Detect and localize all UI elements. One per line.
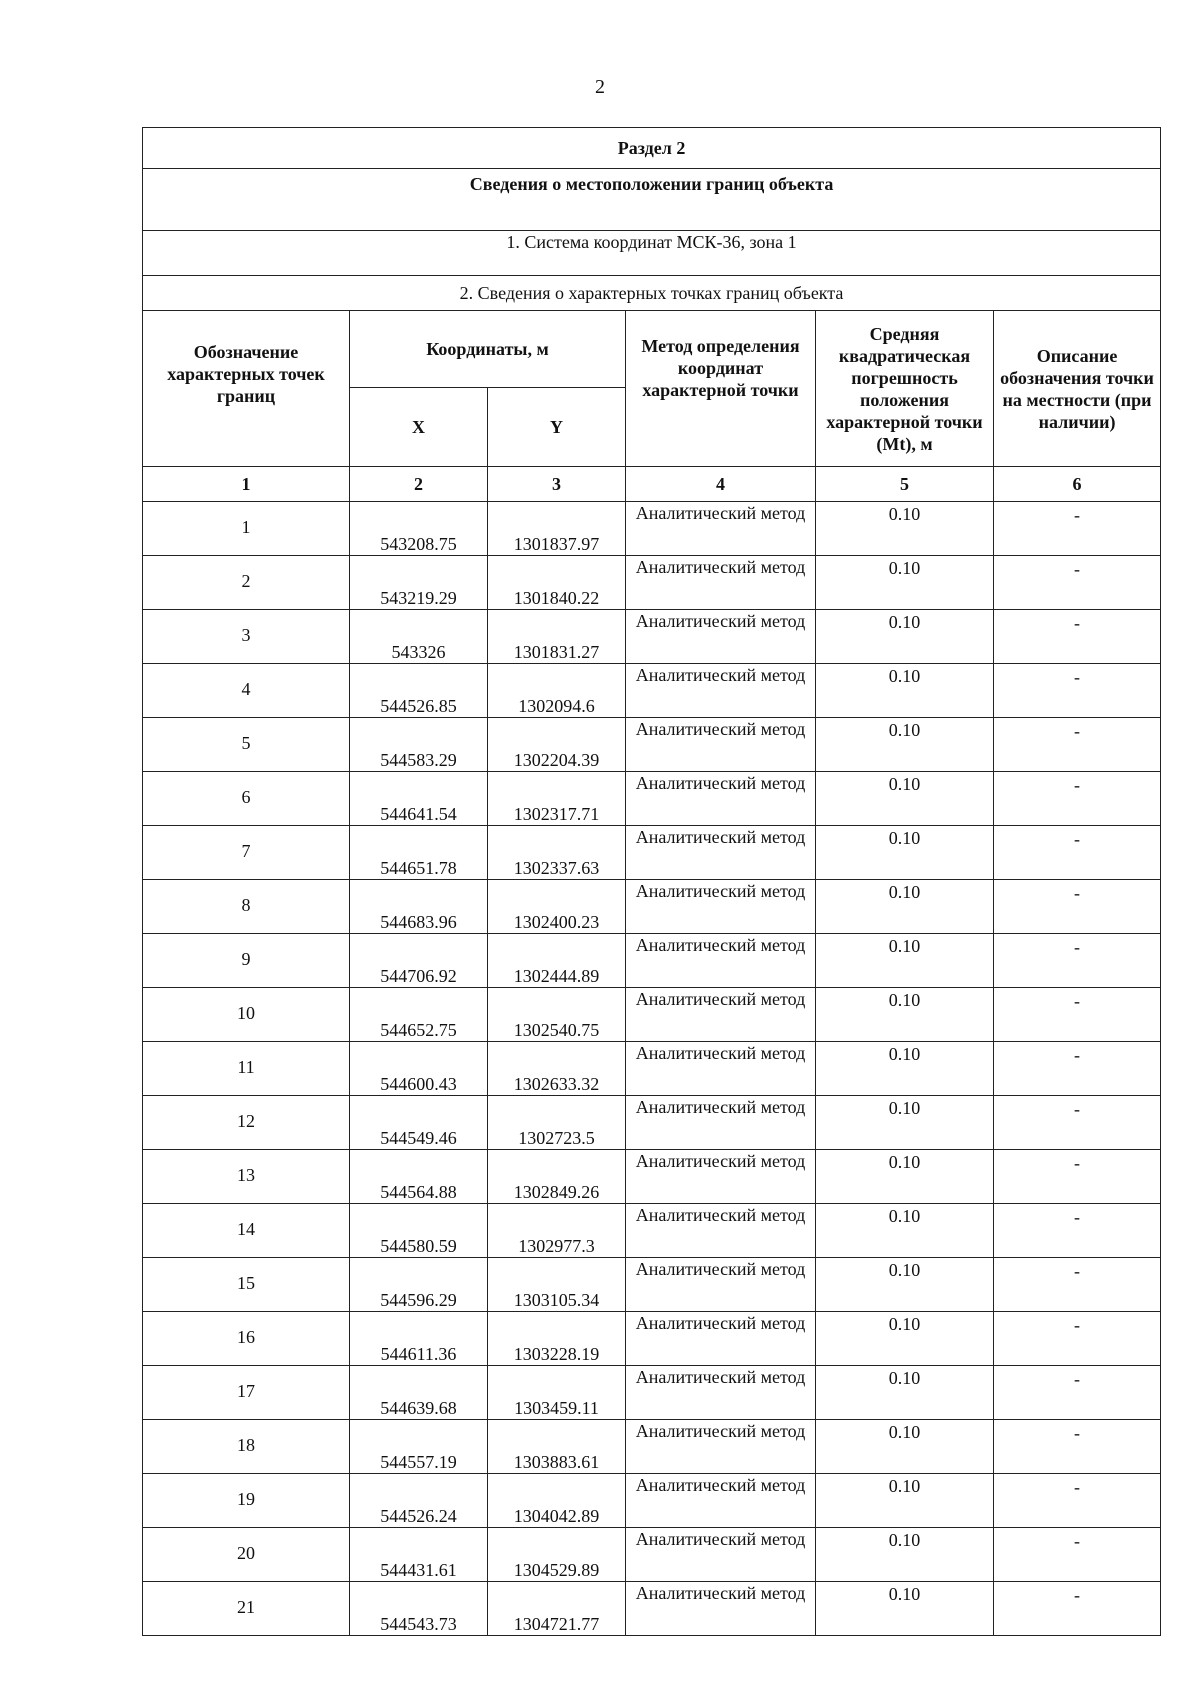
section-title: Раздел 2 (143, 128, 1161, 169)
description: - (994, 1042, 1161, 1096)
description: - (994, 1474, 1161, 1528)
mt-value: 0.10 (816, 1366, 994, 1420)
description: - (994, 1312, 1161, 1366)
coord-y: 1302977.3 (488, 1204, 626, 1258)
point-number: 5 (143, 718, 350, 772)
table-row (143, 556, 1161, 610)
mt-value: 0.10 (816, 1204, 994, 1258)
table-row (143, 718, 1161, 772)
coord-y: 1301837.97 (488, 502, 626, 556)
coord-y: 1302540.75 (488, 988, 626, 1042)
method: Аналитический метод (626, 1042, 816, 1096)
mt-value: 0.10 (816, 664, 994, 718)
coord-x: 544526.85 (350, 664, 488, 718)
column-number: 6 (994, 467, 1161, 502)
point-number: 1 (143, 502, 350, 556)
coordinate-system: 1. Система координат МСК-36, зона 1 (143, 231, 1161, 276)
description: - (994, 1258, 1161, 1312)
column-number: 2 (350, 467, 488, 502)
point-number: 16 (143, 1312, 350, 1366)
coord-x: 544596.29 (350, 1258, 488, 1312)
method: Аналитический метод (626, 718, 816, 772)
table-row (143, 1420, 1161, 1474)
header-mt: Средняя квадратическая погрешность положения характерной точки (Mt), м (816, 311, 994, 467)
coord-x: 544543.73 (350, 1582, 488, 1636)
description: - (994, 610, 1161, 664)
document-title: Сведения о местоположении границ объекта (143, 169, 1161, 231)
point-number: 18 (143, 1420, 350, 1474)
point-number: 7 (143, 826, 350, 880)
mt-value: 0.10 (816, 1528, 994, 1582)
column-number-row (143, 467, 1161, 502)
mt-value: 0.10 (816, 610, 994, 664)
coord-y: 1303228.19 (488, 1312, 626, 1366)
table-row (143, 1096, 1161, 1150)
table-row (143, 1150, 1161, 1204)
coord-y: 1302317.71 (488, 772, 626, 826)
mt-value: 0.10 (816, 1312, 994, 1366)
coord-y: 1302633.32 (488, 1042, 626, 1096)
method: Аналитический метод (626, 1582, 816, 1636)
coord-y: 1304042.89 (488, 1474, 626, 1528)
description: - (994, 664, 1161, 718)
column-number: 1 (143, 467, 350, 502)
mt-value: 0.10 (816, 1042, 994, 1096)
coord-x: 544639.68 (350, 1366, 488, 1420)
description: - (994, 826, 1161, 880)
coord-y: 1304529.89 (488, 1528, 626, 1582)
method: Аналитический метод (626, 880, 816, 934)
description: - (994, 772, 1161, 826)
table-row (143, 880, 1161, 934)
header-coordinates: Координаты, м (350, 311, 626, 388)
table-row (143, 610, 1161, 664)
method: Аналитический метод (626, 610, 816, 664)
column-number: 4 (626, 467, 816, 502)
coord-x: 544706.92 (350, 934, 488, 988)
coord-y: 1302723.5 (488, 1096, 626, 1150)
mt-value: 0.10 (816, 1150, 994, 1204)
page-number: 2 (595, 76, 605, 98)
table-row (143, 1528, 1161, 1582)
coord-x: 544600.43 (350, 1042, 488, 1096)
point-number: 12 (143, 1096, 350, 1150)
mt-value: 0.10 (816, 1096, 994, 1150)
mt-value: 0.10 (816, 826, 994, 880)
coord-x: 544526.24 (350, 1474, 488, 1528)
header-description: Описание обозначения точки на местности (при наличии) (994, 311, 1161, 467)
point-number: 8 (143, 880, 350, 934)
description: - (994, 1150, 1161, 1204)
coord-y: 1302094.6 (488, 664, 626, 718)
coord-y: 1301840.22 (488, 556, 626, 610)
coord-x: 544683.96 (350, 880, 488, 934)
table-row (143, 1042, 1161, 1096)
mt-value: 0.10 (816, 988, 994, 1042)
point-number: 4 (143, 664, 350, 718)
coord-y: 1302337.63 (488, 826, 626, 880)
mt-value: 0.10 (816, 772, 994, 826)
description: - (994, 556, 1161, 610)
column-number: 5 (816, 467, 994, 502)
mt-value: 0.10 (816, 1420, 994, 1474)
description: - (994, 988, 1161, 1042)
header-x: X (350, 388, 488, 467)
point-number: 3 (143, 610, 350, 664)
header-y: Y (488, 388, 626, 467)
description: - (994, 718, 1161, 772)
coord-x: 544611.36 (350, 1312, 488, 1366)
description: - (994, 1366, 1161, 1420)
point-number: 21 (143, 1582, 350, 1636)
table-row (143, 502, 1161, 556)
table-row (143, 1312, 1161, 1366)
description: - (994, 1096, 1161, 1150)
description: - (994, 1528, 1161, 1582)
mt-value: 0.10 (816, 934, 994, 988)
method: Аналитический метод (626, 664, 816, 718)
coord-x: 544580.59 (350, 1204, 488, 1258)
point-number: 15 (143, 1258, 350, 1312)
point-number: 20 (143, 1528, 350, 1582)
method: Аналитический метод (626, 1096, 816, 1150)
coord-x: 543219.29 (350, 556, 488, 610)
coord-y: 1302849.26 (488, 1150, 626, 1204)
table-row (143, 1204, 1161, 1258)
coord-x: 544557.19 (350, 1420, 488, 1474)
method: Аналитический метод (626, 556, 816, 610)
point-number: 13 (143, 1150, 350, 1204)
mt-value: 0.10 (816, 1258, 994, 1312)
coord-y: 1303459.11 (488, 1366, 626, 1420)
method: Аналитический метод (626, 1150, 816, 1204)
table-row (143, 664, 1161, 718)
coord-y: 1303105.34 (488, 1258, 626, 1312)
table-row (143, 1366, 1161, 1420)
coord-x: 544564.88 (350, 1150, 488, 1204)
point-number: 19 (143, 1474, 350, 1528)
method: Аналитический метод (626, 1204, 816, 1258)
table-row (143, 988, 1161, 1042)
mt-value: 0.10 (816, 880, 994, 934)
method: Аналитический метод (626, 826, 816, 880)
coord-y: 1303883.61 (488, 1420, 626, 1474)
method: Аналитический метод (626, 1474, 816, 1528)
column-number: 3 (488, 467, 626, 502)
point-number: 2 (143, 556, 350, 610)
method: Аналитический метод (626, 988, 816, 1042)
coord-y: 1302444.89 (488, 934, 626, 988)
method: Аналитический метод (626, 1528, 816, 1582)
description: - (994, 1582, 1161, 1636)
table-row (143, 826, 1161, 880)
description: - (994, 1204, 1161, 1258)
method: Аналитический метод (626, 934, 816, 988)
point-number: 11 (143, 1042, 350, 1096)
coord-x: 543326 (350, 610, 488, 664)
method: Аналитический метод (626, 1366, 816, 1420)
table-row (143, 934, 1161, 988)
mt-value: 0.10 (816, 1582, 994, 1636)
method: Аналитический метод (626, 1312, 816, 1366)
boundary-points-table (142, 127, 1161, 1636)
mt-value: 0.10 (816, 718, 994, 772)
header-point-label: Обозначение характерных точек границ (143, 311, 350, 467)
coord-x: 544651.78 (350, 826, 488, 880)
header-method: Метод определения координат характерной точки (626, 311, 816, 467)
description: - (994, 502, 1161, 556)
coord-y: 1302204.39 (488, 718, 626, 772)
description: - (994, 880, 1161, 934)
table-row (143, 1582, 1161, 1636)
method: Аналитический метод (626, 1420, 816, 1474)
points-heading: 2. Сведения о характерных точках границ объекта (143, 276, 1161, 311)
table-row (143, 1474, 1161, 1528)
coord-x: 543208.75 (350, 502, 488, 556)
method: Аналитический метод (626, 772, 816, 826)
description: - (994, 1420, 1161, 1474)
method: Аналитический метод (626, 1258, 816, 1312)
point-number: 6 (143, 772, 350, 826)
table-row (143, 1258, 1161, 1312)
coord-y: 1301831.27 (488, 610, 626, 664)
coord-x: 544549.46 (350, 1096, 488, 1150)
point-number: 10 (143, 988, 350, 1042)
mt-value: 0.10 (816, 502, 994, 556)
mt-value: 0.10 (816, 1474, 994, 1528)
coord-x: 544431.61 (350, 1528, 488, 1582)
point-number: 14 (143, 1204, 350, 1258)
coord-x: 544583.29 (350, 718, 488, 772)
coord-x: 544641.54 (350, 772, 488, 826)
method: Аналитический метод (626, 502, 816, 556)
mt-value: 0.10 (816, 556, 994, 610)
table-row (143, 772, 1161, 826)
point-number: 9 (143, 934, 350, 988)
coord-y: 1304721.77 (488, 1582, 626, 1636)
point-number: 17 (143, 1366, 350, 1420)
coord-y: 1302400.23 (488, 880, 626, 934)
description: - (994, 934, 1161, 988)
coord-x: 544652.75 (350, 988, 488, 1042)
